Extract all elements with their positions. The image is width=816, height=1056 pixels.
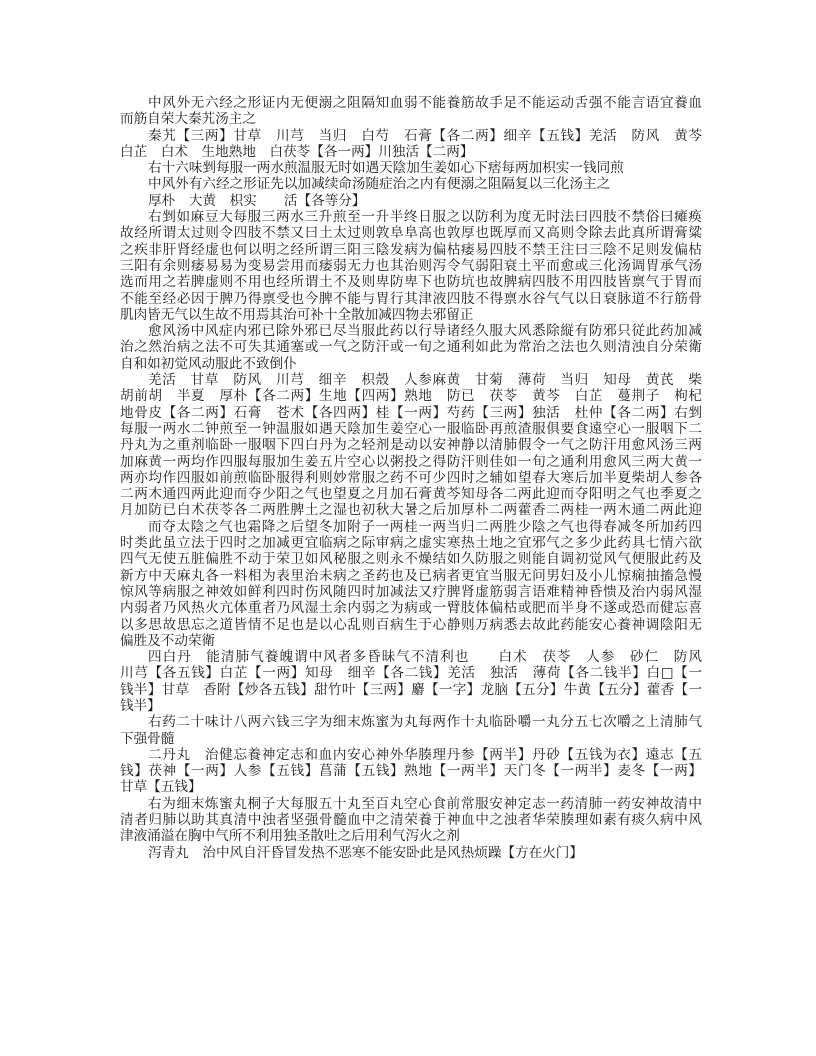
text-line: 以多思故思忘之道皆情不足也是以心乱则百病生于心静则万病悉去故此药能安心養神调陰阳无 [120, 616, 702, 633]
text-line: 川芎【各五钱】白芷【一两】知母 细辛【各二钱】羌活 独活 薄荷【各二钱半】白□【一 [120, 665, 702, 682]
text-line: 泻青丸 治中风自汗昏冒发热不恶寒不能安卧此是风热烦躁【方在火门】 [148, 844, 583, 861]
text-line: 故经所谓太过则令四肢不禁又曰土太过则敦阜阜高也敦厚也既厚而又高则令除去此真所谓膏粱 [120, 225, 702, 242]
text-line: 右剉如麻豆大每服三两水三升煎至一升半终日服之以防利为度无时法曰四肢不禁俗曰瘫痪 [148, 209, 702, 226]
text-line: 自和如初觉风动服此不致倒仆 [120, 355, 297, 372]
text-line: 中风外无六经之形证内无便溺之阻隔知血弱不能養筋故手足不能运动舌强不能言语宜養血 [148, 95, 702, 111]
text-line: 之疾非肝肾经虚也何以明之经所谓三阳三陰发病为偏枯痿易四肢不禁王注曰三陰不足则发偏枯 [120, 241, 702, 258]
text-line: 钱】茯神【一两】人参【五钱】菖蒲【五钱】熟地【一两半】天门冬【一两半】麦冬【一两】 [120, 763, 702, 780]
text-line: 偏胜及不动荣衛 [120, 632, 216, 649]
text-line: 四白丹 能清肺气養魄谓中风者多昏昧气不清利也 白术 茯苓 人参 砂仁 防风 [148, 649, 702, 666]
text-line: 中风外有六经之形证先以加减续命汤随症治之内有便溺之阻隔复以三化汤主之 [148, 176, 611, 193]
text-line: 月加防已白术茯苓各二两胜脾土之湿也初秋大暑之后加厚朴二两藿香二两桂一两木通二两此迎 [120, 502, 702, 519]
text-line: 地骨皮【各二两】石膏 苍术【各四两】桂【一两】芍药【三两】独活 杜仲【各二两】右剉 [120, 404, 702, 421]
text-line: 丹丸为之重剂临卧一服咽下四白丹为之轻剂是动以安神静以清肺假令一气之防汗用愈风汤三两 [120, 437, 702, 454]
text-line: 时类此虽立法于四时之加减更宜临病之际审病之虚实寒热土地之宜邪气之多少此药具七情六欲 [120, 535, 702, 552]
text-line: 每服一两水二钟煎至一钟温服如遇天陰加生姜空心一服临卧再煎渣服俱要食遠空心一服咽下二 [120, 420, 702, 437]
text-line: 右为细末炼蜜丸桐子大每服五十丸至百丸空心食前常服安神定志一药清肺一药安神故清中 [148, 795, 702, 812]
text-line: 而筋自荣大秦艽汤主之 [120, 111, 256, 128]
text-line: 两亦均作四服如前煎临卧服得利则妙常服之药不可少四时之辅如望春大寒后加半夏柴胡人参各 [120, 469, 702, 486]
text-line: 四气无使五脏偏胜不动于荣卫如风秘服之则永不燥结如久防服之则能自调初觉风气便服此药及 [120, 551, 702, 568]
text-line: 新方中天麻丸各一料相为表里治未病之圣药也及已病者更宜当服无问男妇及小儿惊痫抽搐急慢 [120, 567, 702, 584]
text-line: 厚朴 大黄 枳实 活【各等分】 [148, 192, 366, 209]
text-line: 下强骨髓 [120, 730, 175, 747]
text-line: 钱半】 [120, 697, 161, 714]
text-line: 羌活 甘草 防风 川芎 细辛 枳殼 人参麻黄 甘菊 薄荷 当归 知母 黄芪 柴 [148, 372, 702, 389]
text-line: 右药二十味计八两六钱三字为细末炼蜜为丸每两作十丸临卧嚼一丸分五七次嚼之上清肺气 [148, 714, 702, 731]
text-line: 不能至经必因于脾乃得禀受也今脾不能与胃行其津液四肢不得禀水谷气气以日衰脉道不行筋骨 [120, 290, 702, 307]
text-line: 愈风汤中风症内邪已除外邪已尽当服此药以行导诸经久服大风悉除縦有防邪只従此药加减 [148, 323, 702, 340]
text-line: 钱半】甘草 香附【炒各五钱】甜竹叶【三两】麝【一字】龙脑【五分】牛黄【五分】藿香【一 [120, 681, 702, 698]
text-line: 胡前胡 半夏 厚朴【各二两】生地【四两】熟地 防已 茯苓 黄芩 白芷 蔓荆子 枸杞 [120, 388, 702, 405]
text-line: 惊风等病服之神效如鲜利四时伤风随四时加减法又疗脾肾虚筋弱言语难精神昏愦及治内弱风湿 [120, 583, 702, 600]
text-line: 三阳有余则痿易易为变易尝用而痿弱无力也其治则泻令气弱阳衰土平而愈或三化汤调胃承气汤 [120, 257, 702, 274]
text-line: 二丹丸 治健忘養神定志和血内安心神外华腠理丹参【两半】丹砂【五钱为衣】遠志【五 [148, 746, 702, 763]
text-line: 肌肉皆无气以生故不用焉其治可补十全散加减四物去邪留正 [120, 306, 474, 323]
text-line: 甘草【五钱】 [120, 779, 202, 796]
text-line: 加麻黄一两均作四服每服加生姜五片空心以粥投之得防汗则佳如一旬之通利用愈风三两大黄一 [120, 453, 702, 470]
text-line: 秦艽【三两】甘草 川芎 当归 白芍 石膏【各二两】细辛【五钱】羌活 防风 黄芩 [148, 127, 702, 144]
document-page [120, 95, 702, 861]
text-line: 津液涌溢在胸中气所不利用独圣散吐之后用利气泻火之剂 [120, 828, 460, 845]
text-line: 清者归肺以助其真清中浊者坚强骨髓血中之清荣養于神血中之浊者华荣腠理如素有痰久病中风 [120, 812, 702, 829]
text-line: 选而用之若脾虚则不用也经所谓土不及则卑防卑下也防坑也故脾病四肢不用四肢皆禀气于胃而 [120, 274, 702, 291]
text-line: 而夺太陰之气也霜降之后望冬加附子一两桂一两当归二两胜少陰之气也得春减冬所加药四 [148, 518, 702, 535]
text-line: 内弱者乃风热火亢体重者乃风湿土余内弱之为病或一臂肢体偏枯或肥而半身不遂或恐而健忘喜 [120, 600, 702, 617]
text-line: 白芷 白术 生地熟地 白茯苓【各一两】川独活【二两】 [120, 143, 474, 160]
text-line: 二两木通四两此迎而夺少阳之气也望夏之月加石膏黄芩知母各二两此迎而夺阳明之气也季夏之 [120, 486, 702, 503]
text-line: 右十六味剉每服一两水煎温服无时如遇天陰加生姜如心下痞每两加枳实一钱同煎 [148, 160, 624, 177]
text-line: 治之然治病之法不可失其通塞或一气之防汗或一旬之通利如此为常治之法也久则清浊自分荣衛 [120, 339, 702, 356]
